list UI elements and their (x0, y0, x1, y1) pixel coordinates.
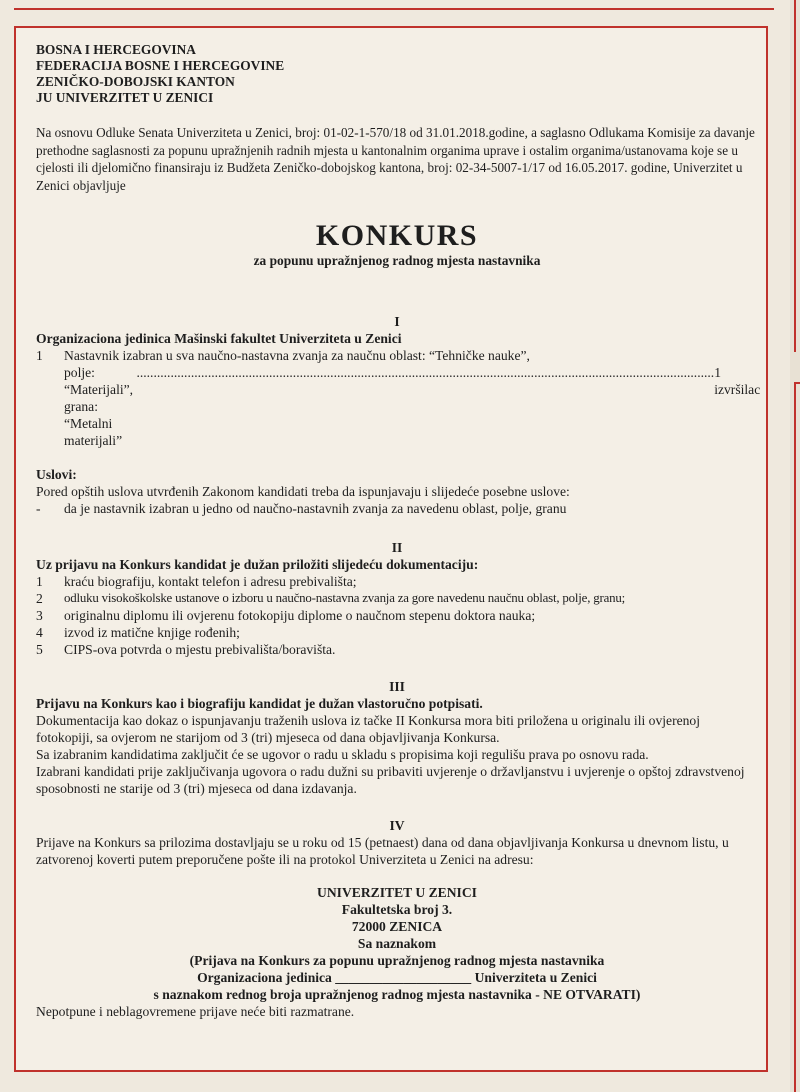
section-4-numeral: IV (389, 818, 405, 833)
org-unit-suffix: Univerziteta u Zenici (474, 970, 597, 985)
address-city: 72000 ZENICA (351, 919, 443, 934)
announcement-content (36, 42, 761, 1020)
section-3-heading: Prijavu na Konkurs kao i biografiju kandidat je dužan vlastoručno potpisati. (36, 696, 483, 711)
condition-dash: - (36, 501, 41, 516)
dot-leader: .......................................................................................................................................................................... (133, 365, 715, 380)
list-item-number: 5 (36, 642, 43, 657)
section-1-heading: Organizaciona jedinica Mašinski fakultet Univerziteta u Zenici (36, 331, 402, 346)
position-item-number: 1 (36, 348, 43, 363)
institution-header (36, 42, 758, 106)
list-item-text: kraću biografiju, kontakt telefon i adresu prebivališta; (64, 574, 357, 589)
address-envelope-line1: (Prijava na Konkurs za popunu upražnjenog radnog mjesta nastavnika (189, 953, 605, 968)
address-envelope-line2: Organizaciona jedinica ____________________ Univerziteta u Zenici (197, 970, 597, 985)
list-item-number: 3 (36, 608, 43, 623)
adjacent-page-edge (790, 0, 800, 1092)
header-line-canton: ZENIČKO-DOBOJSKI KANTON (36, 74, 235, 89)
intro-paragraph: Na osnovu Odluke Senata Univerziteta u Zenici, broj: 01-02-1-570/18 od 31.01.2018.godine, a saglasno Odlukama Komisije za davanje prethodne saglasnosti za popunu upražnjenih radnih mjesta u kantonalnim organima uprave i ostalim organima/ustanovama koje se u cjelosti ili djelomično finansiraju iz Budžeta Zeničko-dobojskog kantona, broj: 02-34-5007-1/17 od 16.05.2017. godine, Univerzitet u Zenici objavljuje (36, 125, 755, 193)
footer-note: Nepotpune i neblagovremene prijave neće biti razmatrane. (36, 1004, 355, 1019)
list-item (36, 624, 758, 641)
condition-item (36, 500, 758, 517)
top-border (14, 0, 774, 10)
address-block (36, 884, 758, 1003)
org-unit-label: Organizaciona jedinica (197, 970, 332, 985)
adjacent-frame-line-top (794, 0, 796, 352)
announcement-frame (14, 26, 768, 1072)
position-field-branch: polje: “Materijali”, grana: “Metalni materijali” (64, 365, 134, 448)
list-item (36, 641, 758, 658)
section-4-paragraph: Prijave na Konkurs sa prilozima dostavljaju se u roku od 15 (petnaest) dana od dana objavljivanja Konkursa u dnevnom listu, u zatvorenoj koverti putem preporučene pošte ili na protokol Univerziteta u Zenici na adresu: (36, 835, 729, 867)
list-item (36, 590, 758, 607)
conditions-heading: Uslovi: (36, 467, 77, 482)
header-line-federation: FEDERACIJA BOSNE I HERCEGOVINE (36, 58, 285, 73)
header-line-country: BOSNA I HERCEGOVINA (36, 42, 196, 57)
document-title: KONKURS (315, 219, 479, 252)
adjacent-frame-line-bottom (794, 382, 796, 1092)
documents-list (36, 573, 758, 658)
section-3-numeral: III (389, 679, 405, 694)
list-item-text: CIPS-ova potvrda o mjestu prebivališta/boravišta. (64, 642, 336, 657)
adjacent-frame-corner (794, 382, 800, 384)
list-item-text: izvod iz matične knjige rođenih; (64, 625, 240, 640)
document-subtitle: za popunu upražnjenog radnog mjesta nastavnika (253, 253, 541, 268)
section-2-heading: Uz prijavu na Konkurs kandidat je dužan priložiti slijedeću dokumentaciju: (36, 557, 479, 572)
address-envelope-line3: s naznakom rednog broja upražnjenog radnog mjesta nastavnika - NE OTVARATI) (153, 987, 641, 1002)
section-1-numeral: I (394, 314, 400, 329)
address-note: Sa naznakom (357, 936, 437, 951)
position-count: 1 izvršilac (714, 365, 761, 397)
list-item-text: originalnu diplomu ili ovjerenu fotokopiju diplome o naučnom stepenu doktora nauka; (64, 608, 536, 623)
section-3-paragraph-3: Izabrani kandidati prije zaključivanja ugovora o radu dužni su pribaviti uvjerenje o državljanstvu i uvjerenje o opštoj zdravstvenoj sposobnosti ne starije od 3 (tri) mjeseca od dana izdavanja. (36, 764, 745, 796)
list-item-number: 1 (36, 574, 43, 589)
list-item (36, 607, 758, 624)
list-item (36, 573, 758, 590)
list-item-text: odluku visokoškolske ustanove o izboru u naučno-nastavna zvanja za gore navedenu naučnu oblast, polje, granu; (64, 591, 625, 605)
list-item-number: 4 (36, 625, 43, 640)
address-street: Fakultetska broj 3. (341, 902, 453, 917)
list-item-number: 2 (36, 591, 43, 606)
condition-text: da je nastavnik izabran u jedno od naučno-nastavnih zvanja za navedenu oblast, polje, granu (64, 501, 567, 516)
section-3-paragraph-2: Sa izabranim kandidatima zaključit će se ugovor o radu u skladu s propisima koji regulišu prava po osnovu rada. (36, 747, 649, 762)
conditions-text: Pored opštih uslova utvrđenih Zakonom kandidati treba da ispunjavaju i slijedeće posebne uslove: (36, 484, 570, 499)
section-3-paragraph-1: Dokumentacija kao dokaz o ispunjavanju traženih uslova iz tačke II Konkursa mora biti priložena u originalu ili ovjerenoj fotokopiji, sa ovjerom ne starijom od 3 (tri) mjeseca od dana objavljivanja Konkursa. (36, 713, 700, 745)
position-item (36, 347, 761, 449)
position-item-line1: Nastavnik izabran u sva naučno-nastavna zvanja za naučnu oblast: “Tehničke nauke”, (64, 348, 530, 363)
header-line-university: JU UNIVERZITET U ZENICI (36, 90, 214, 105)
address-university: UNIVERZITET U ZENICI (317, 885, 477, 900)
section-2-numeral: II (391, 540, 403, 555)
position-item-line2 (64, 364, 760, 449)
